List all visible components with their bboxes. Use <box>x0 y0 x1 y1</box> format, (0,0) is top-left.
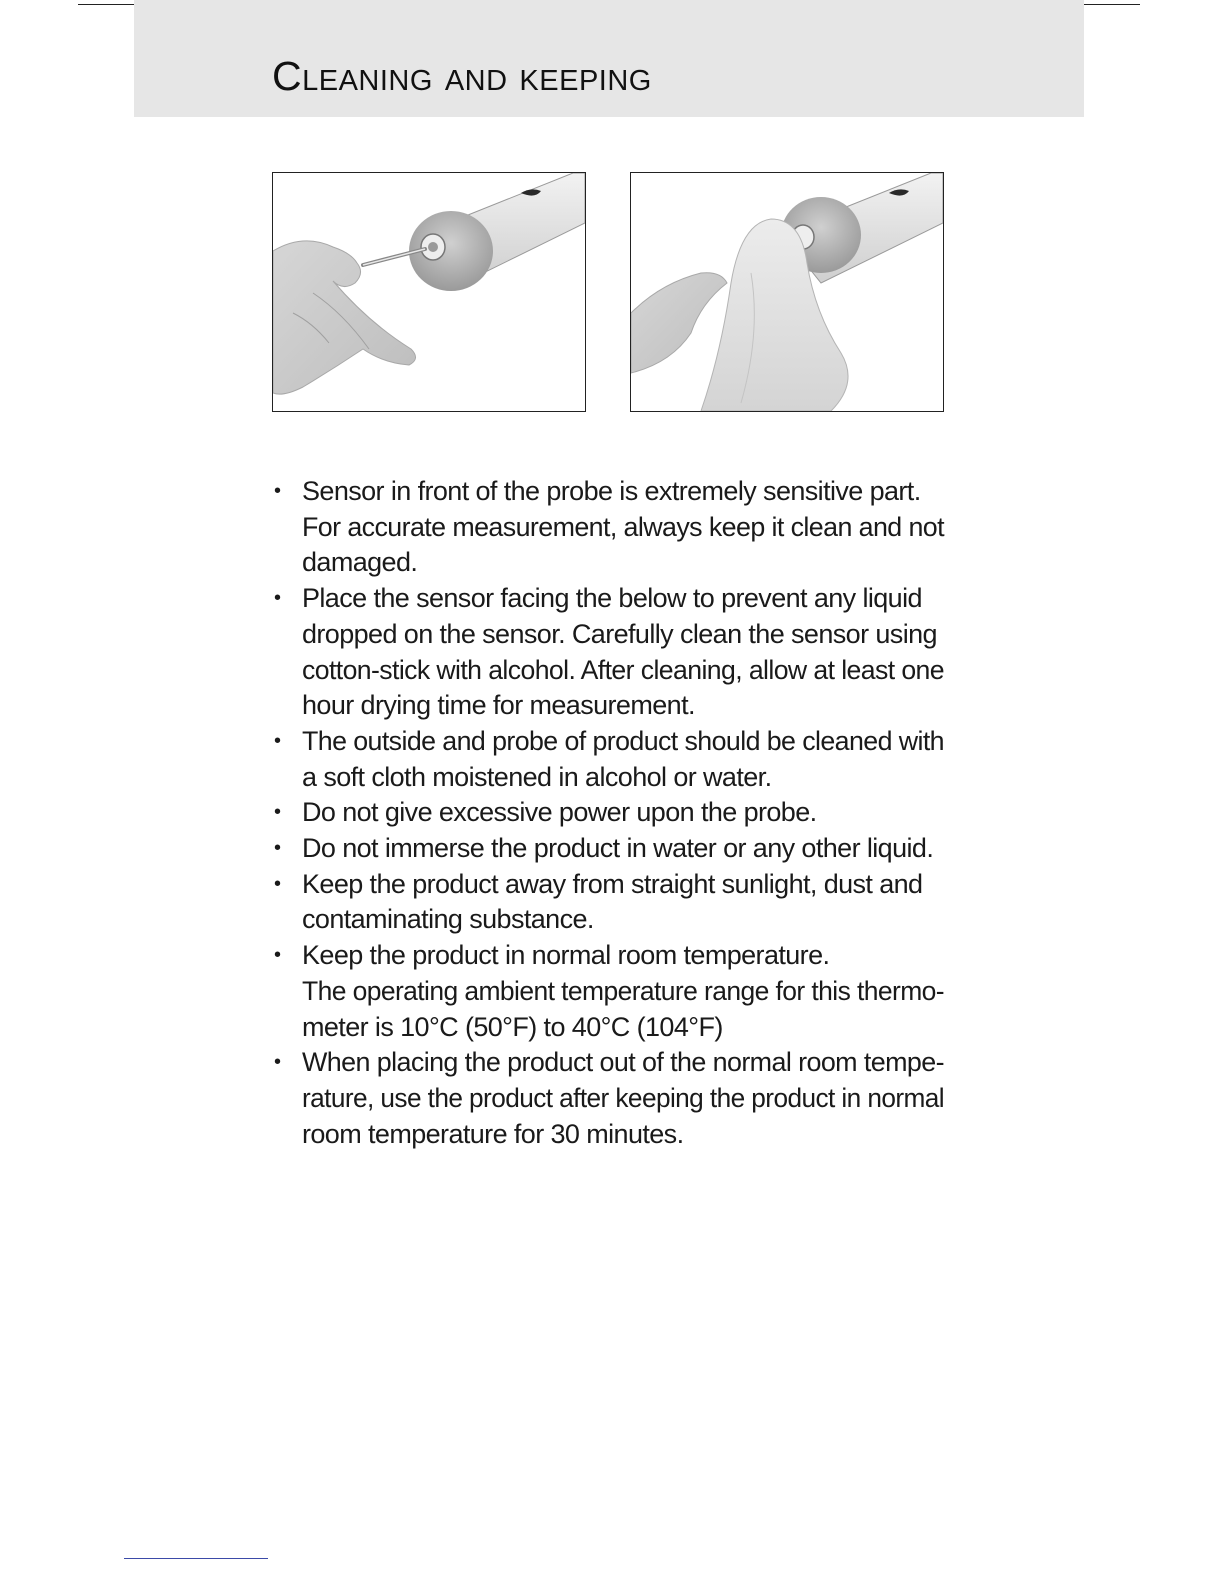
list-item-line: rature, use the product after keeping the product in normal <box>302 1082 944 1113</box>
page-title: Cleaning and keeping <box>272 53 652 99</box>
list-item-line: damaged. <box>302 547 418 578</box>
top-right-rule <box>1084 4 1140 5</box>
list-item-line: The operating ambient temperature range for this thermo- <box>302 975 944 1006</box>
list-item <box>272 474 944 581</box>
bullet-icon: • <box>274 729 281 752</box>
list-item-line: Keep the product in normal room temperature. <box>302 940 830 971</box>
list-item <box>272 938 944 1045</box>
list-item-line: Do not give excessive power upon the probe. <box>302 797 817 828</box>
list-item-line: The outside and probe of product should be cleaned with <box>302 725 944 756</box>
list-item-line: For accurate measurement, always keep it clean and not <box>302 511 944 542</box>
list-item <box>272 1045 944 1152</box>
list-item-line: dropped on the sensor. Carefully clean the sensor using <box>302 618 937 649</box>
list-item-line: room temperature for 30 minutes. <box>302 1118 684 1149</box>
list-item <box>272 581 944 724</box>
bullet-icon: • <box>274 480 281 502</box>
probe-cleaning-with-cotton-stick-illustration <box>273 173 585 411</box>
figure-cotton-stick <box>272 172 586 412</box>
list-item-line: Sensor in front of the probe is extremely sensitive part. <box>302 476 921 506</box>
bullet-icon: • <box>274 872 281 895</box>
top-left-rule <box>78 4 134 5</box>
bullet-icon: • <box>274 587 281 610</box>
list-item-line: Do not immerse the product in water or any other liquid. <box>302 833 934 864</box>
list-item-line: contaminating substance. <box>302 904 594 935</box>
list-item-line: cotton-stick with alcohol. After cleaning, allow at least one <box>302 654 944 685</box>
probe-wiping-with-cloth-illustration <box>631 173 943 411</box>
bottom-left-rule <box>124 1558 268 1559</box>
list-item-line: hour drying time for measurement. <box>302 690 695 721</box>
list-item <box>272 831 944 867</box>
list-item-line: Place the sensor facing the below to prevent any liquid <box>302 583 922 614</box>
list-item <box>272 795 944 831</box>
bullet-icon: • <box>274 944 281 967</box>
list-item-line: a soft cloth moistened in alcohol or water. <box>302 761 772 792</box>
list-item-line: When placing the product out of the normal room tempe- <box>302 1047 944 1078</box>
list-item-line: meter is 10°C (50°F) to 40°C (104°F) <box>302 1011 723 1042</box>
list-item <box>272 867 944 938</box>
list-item-line: Keep the product away from straight sunlight, dust and <box>302 868 923 899</box>
bullet-icon: • <box>274 1051 281 1074</box>
bullet-icon: • <box>274 837 281 860</box>
figure-cloth-wipe <box>630 172 944 412</box>
bullet-icon: • <box>274 801 281 824</box>
cleaning-instructions-list <box>272 474 944 1152</box>
list-item <box>272 724 944 795</box>
